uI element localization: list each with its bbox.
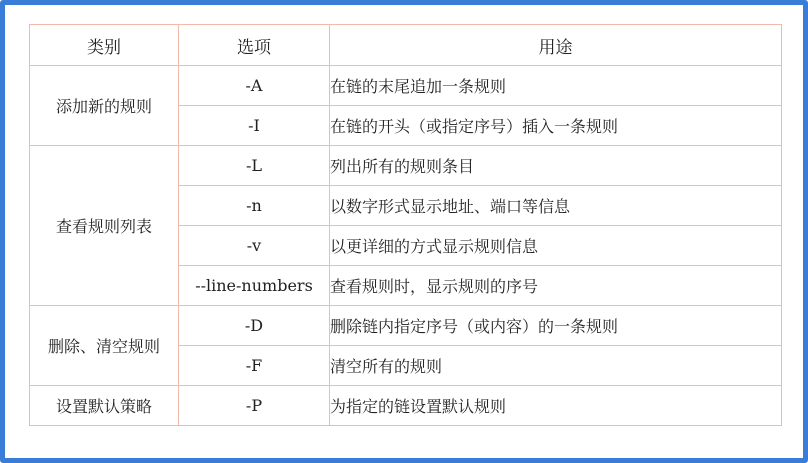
option-cell: -I [179, 106, 330, 146]
option-cell: -L [179, 146, 330, 186]
usage-cell: 列出所有的规则条目 [330, 146, 782, 186]
option-cell: --line-numbers [179, 266, 330, 306]
category-cell: 删除、清空规则 [30, 306, 179, 386]
usage-cell: 以更详细的方式显示规则信息 [330, 226, 782, 266]
option-cell: -F [179, 346, 330, 386]
option-cell: -v [179, 226, 330, 266]
usage-cell: 清空所有的规则 [330, 346, 782, 386]
usage-cell: 删除链内指定序号（或内容）的一条规则 [330, 306, 782, 346]
option-cell: -D [179, 306, 330, 346]
header-row [30, 25, 782, 66]
iptables-options-table [29, 24, 782, 426]
header-usage: 用途 [330, 25, 782, 66]
usage-cell: 在链的末尾追加一条规则 [330, 66, 782, 106]
table-row [30, 306, 782, 346]
category-cell: 添加新的规则 [30, 66, 179, 146]
option-cell: -A [179, 66, 330, 106]
table-row [30, 66, 782, 106]
usage-cell: 为指定的链设置默认规则 [330, 386, 782, 426]
option-cell: -n [179, 186, 330, 226]
option-cell: -P [179, 386, 330, 426]
usage-cell: 以数字形式显示地址、端口等信息 [330, 186, 782, 226]
category-cell: 查看规则列表 [30, 146, 179, 306]
table-row [30, 146, 782, 186]
header-category: 类别 [30, 25, 179, 66]
table-row [30, 386, 782, 426]
usage-cell: 查看规则时，显示规则的序号 [330, 266, 782, 306]
header-option: 选项 [179, 25, 330, 66]
usage-cell: 在链的开头（或指定序号）插入一条规则 [330, 106, 782, 146]
category-cell: 设置默认策略 [30, 386, 179, 426]
